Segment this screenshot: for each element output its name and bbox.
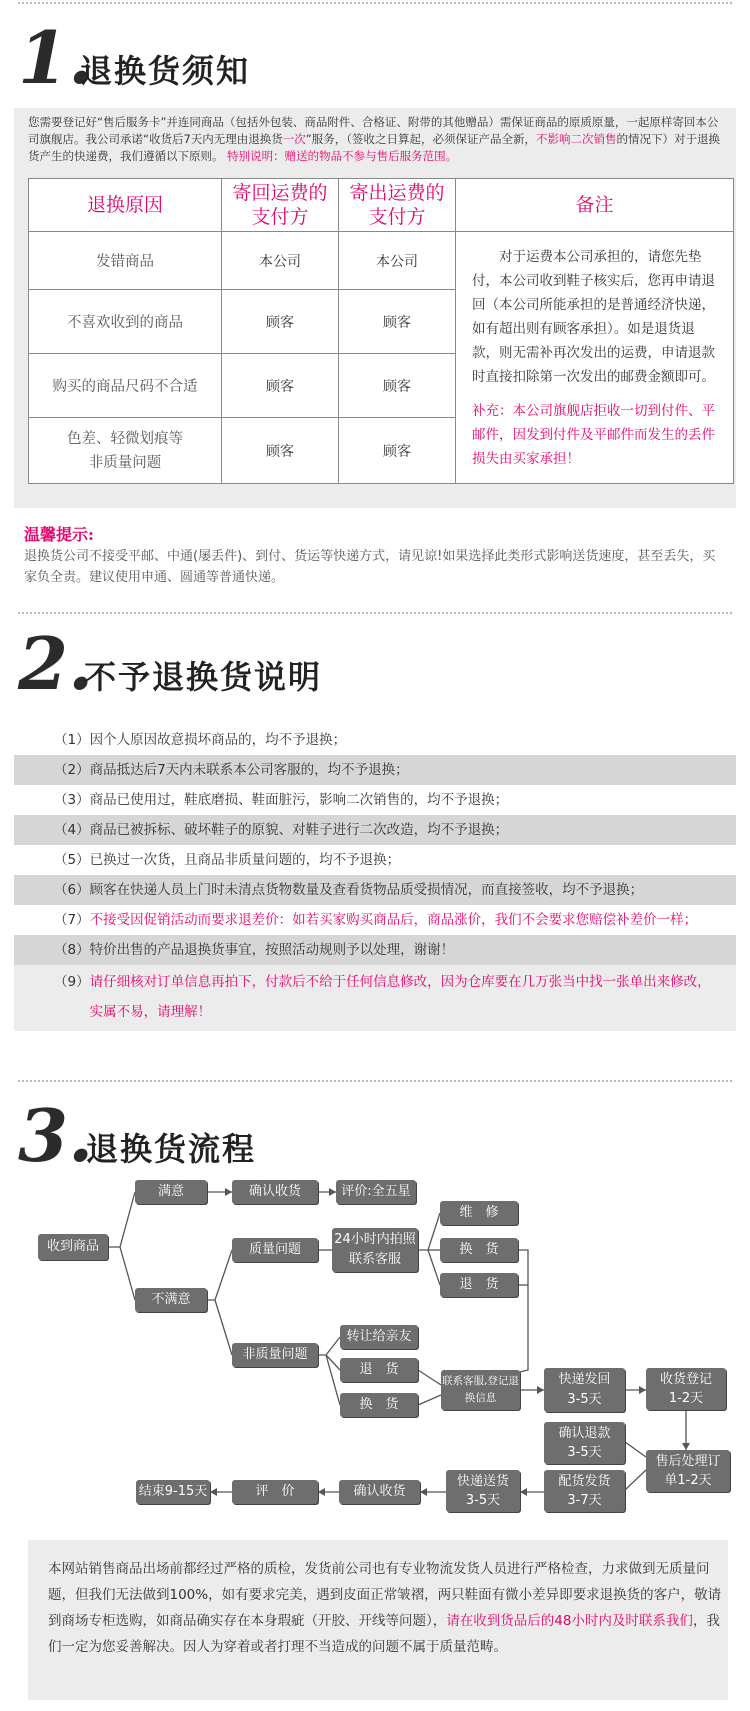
section1-title: 退换货须知 (80, 52, 251, 90)
flow-return-2: 退 货 (340, 1358, 418, 1382)
row-back-fee: 顾客 (222, 418, 339, 484)
flow-ship-deliver: 配货发货 3-7天 (544, 1470, 625, 1512)
list-item: （6）顾客在快递人员上门时未清点货物数量及查看货物品质受损情况，而直接签收，均不予退换； (14, 875, 736, 905)
section2-number: 2. (18, 621, 94, 706)
flow-evaluate: 评 价 (232, 1480, 318, 1504)
tip-title: 温馨提示: (24, 525, 94, 544)
flow-express-send: 快递送货 3-5天 (446, 1470, 520, 1512)
header-out-fee: 寄出运费的支付方 (339, 179, 456, 232)
list-item: （4）商品已被拆标、破坏鞋子的原貌、对鞋子进行二次改造，均不予退换； (14, 815, 736, 845)
flow-repair: 维 修 (440, 1201, 518, 1225)
flow-receive: 收到商品 (38, 1234, 108, 1260)
list-item: （2）商品抵达后7天内未联系本公司客服的，均不予退换； (14, 755, 736, 785)
flow-confirm-refund: 确认退款 3-5天 (544, 1422, 625, 1464)
list-item: （8）特价出售的产品退换货事宜，按照活动规则予以处理，谢谢！ (14, 935, 736, 965)
row-out-fee: 顾客 (339, 354, 456, 418)
row-reason: 色差、轻微划痕等非质量问题 (29, 418, 222, 484)
flow-receipt-register: 收货登记 1-2天 (646, 1368, 726, 1410)
flow-after-sale: 售后处理订单1-2天 (646, 1450, 730, 1492)
row-back-fee: 顾客 (222, 290, 339, 354)
section1-number: 1. (18, 15, 94, 100)
list-item: （1）因个人原因故意损坏商品的，均不予退换； (14, 725, 736, 755)
list-item: （3）商品已使用过，鞋底磨损、鞋面脏污，影响二次销售的，均不予退换； (14, 785, 736, 815)
section2-title: 不予退换货说明 (84, 658, 323, 696)
header-reason: 退换原因 (29, 179, 222, 232)
row-out-fee: 顾客 (339, 290, 456, 354)
flow-non-quality: 非质量问题 (232, 1343, 318, 1367)
flow-express-back: 快递发回 3-5天 (544, 1368, 625, 1412)
row-reason: 购买的商品尺码不合适 (29, 354, 222, 418)
list-item: （9） 请仔细核对订单信息再拍下，付款后不给于任何信息修改，因为仓库要在几万张当中找一张单出来修改，实属不易，请理解！ (14, 965, 736, 1031)
flow-contact-cs: 24小时内拍照联系客服 (332, 1228, 418, 1272)
section3-number: 3. (18, 1093, 94, 1178)
header-back-fee: 寄回运费的支付方 (222, 179, 339, 232)
flow-confirm-receipt: 确认收货 (232, 1180, 318, 1204)
flow-rate: 评价:全五星 (336, 1180, 416, 1204)
flow-register: 联系客服,登记退换信息 (441, 1370, 520, 1410)
list-item: （7）不接受因促销活动而要求退差价：如若买家购买商品后，商品涨价，我们不会要求您赔偿补差价一样； (14, 905, 736, 935)
row-reason: 发错商品 (29, 232, 222, 290)
flow-return: 退 货 (440, 1273, 518, 1297)
row-out-fee: 顾客 (339, 418, 456, 484)
flow-exchange: 换 货 (440, 1238, 518, 1262)
flow-unsatisfied: 不满意 (135, 1288, 207, 1312)
row-back-fee: 本公司 (222, 232, 339, 290)
row-back-fee: 顾客 (222, 354, 339, 418)
row-out-fee: 本公司 (339, 232, 456, 290)
note-main: 对于运费本公司承担的，请您先垫付，本公司收到鞋子核实后，您再申请退回（本公司所能承担的是普通经济快递，如有超出则有顾客承担）。如是退货退款，则无需补再次发出的运费，申请退款时直接扣除第一次发出的邮费金额即可。 (472, 248, 715, 385)
section1-intro: 您需要登记好“售后服务卡”并连同商品（包括外包装、商品附件、合格证、附带的其他赠品）需保证商品的原质原量，一起原样寄回本公司旗舰店。我公司承诺“收货后7天内无理由退换货一次”服务，（签收之日算起，必须保证产品全新，不影响二次销售的情况下）对于退换货产生的快递费，我们遵循以下原则。 特别说明：赠送的物品不参与售后服务范围。 (28, 115, 720, 163)
flow-end: 结束9-15天 (136, 1480, 210, 1504)
list-item: （5）已换过一次货，且商品非质量问题的，均不予退换； (14, 845, 736, 875)
flow-exchange-2: 换 货 (340, 1393, 418, 1417)
note-supplement: 补充：本公司旗舰店拒收一切到付件、平邮件，因发到付件及平邮件而发生的丢件损失由买家承担！ (472, 402, 715, 467)
flow-confirm-receipt-2: 确认收货 (339, 1480, 420, 1504)
bottom-notice: 本网站销售商品出场前都经过严格的质检，发货前公司也有专业物流发货人员进行严格检查，力求做到无质量问题，但我们无法做到100%，如有要求完美，遇到皮面正常皱褶，两只鞋面有微小差异即要求退换货的客户，敬请到商场专柜选购，如商品确实存在本身瑕疵（开胶、开线等问题），请在收到货品后的48小时内及时联系我们，我们一定为您妥善解决。因人为穿着或者打理不当造成的问题不属于质量范畴。 (48, 1561, 722, 1655)
section3-title: 退换货流程 (86, 1130, 257, 1168)
tip-body: 退换货公司不接受平邮、中通(屡丢件)、到付、货运等快递方式，请见谅!如果选择此类形式影响送货速度，甚至丢失，买家负全责。建议使用申通、圆通等普通快递。 (24, 549, 716, 585)
flow-quality-issue: 质量问题 (232, 1238, 318, 1262)
flow-transfer: 转让给亲友 (340, 1325, 418, 1349)
header-note: 备注 (456, 179, 734, 232)
flow-satisfied: 满意 (135, 1180, 207, 1204)
row-reason: 不喜欢收到的商品 (29, 290, 222, 354)
